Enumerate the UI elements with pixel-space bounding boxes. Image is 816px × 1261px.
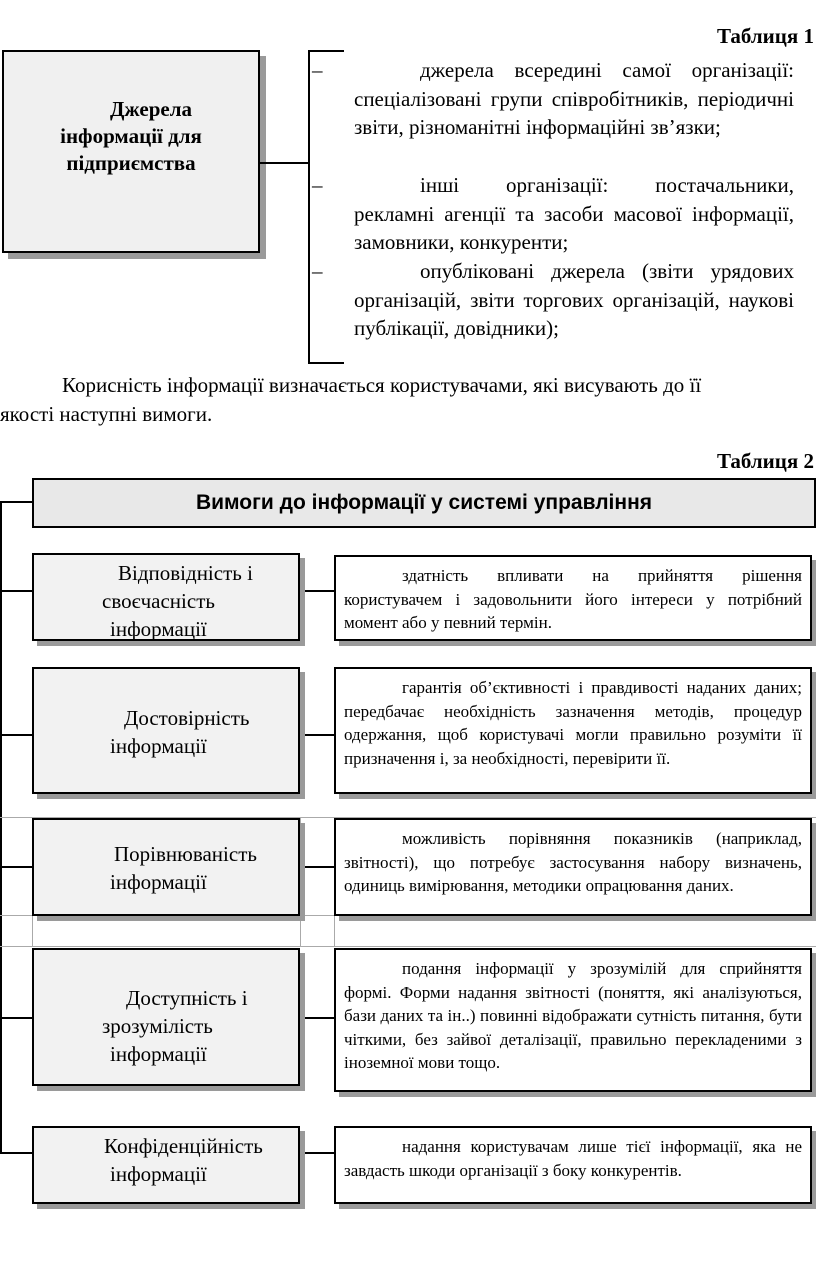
trunk-branch [0, 1152, 32, 1154]
source-item [312, 257, 794, 343]
table1-label: Таблиця 1 [716, 24, 814, 48]
trunk-top [0, 501, 32, 503]
row-connector [300, 1017, 334, 1019]
requirement-line: інформації [110, 1042, 207, 1066]
source-title-line: інформації для [60, 124, 202, 148]
requirements-header-text: Вимоги до інформації у системі управління [195, 491, 653, 514]
requirement-description [334, 948, 812, 1092]
requirement-line: інформації [110, 734, 207, 758]
requirement-box [32, 818, 300, 916]
trunk-branch [0, 734, 32, 736]
source-title-line: підприємства [66, 151, 196, 175]
source-title-line: Джерела [109, 97, 192, 121]
requirement-line: Доступність і [126, 986, 248, 1010]
requirement-box [32, 1126, 300, 1204]
item-bullet: – [312, 58, 323, 82]
table2-label: Таблиця 2 [716, 449, 814, 473]
trunk-branch [0, 866, 32, 868]
grid-line [0, 946, 816, 947]
item-text: інші організації: постачальники, рекламні агенції та засоби масової інформації, замовники, конкуренти; [354, 173, 794, 254]
source-item [312, 56, 794, 142]
row-connector [300, 866, 334, 868]
requirement-line: Порівнюваність [114, 842, 257, 866]
description-text: гарантія об’єктивності і правдивості наданих даних; передбачає необхідність зазначення методів, процедур одержання, щоб користувачі могли правильно розуміти її призначення і, за необхідності, перевірити її. [344, 678, 802, 768]
requirement-line: своєчасність [102, 589, 215, 613]
item-bullet: – [312, 173, 323, 197]
item-text: опубліковані джерела (звіти урядових організацій, звіти торгових організацій, наукові публікації, довідники); [354, 259, 794, 340]
description-text: подання інформації у зрозумілій для сприйняття формі. Форми надання звітності (поняття, які аналізуються, бази даних та ін..) повинні відображати сутність питання, бути чіткими, без зайвої деталізації, правильно перекладеними з іноземної мови тощо. [344, 959, 802, 1072]
description-text: можливість порівняння показників (наприклад, звітності), що потребує застосування набору визначень, одиниць вимірювання, методики опрацювання даних. [344, 829, 802, 895]
grid-line [300, 817, 301, 946]
connector-line [260, 162, 310, 164]
source-item [312, 171, 794, 257]
description-text: надання користувачам лише тієї інформації, яка не завдасть шкоди організації з боку конкурентів. [344, 1137, 802, 1180]
source-title [4, 96, 258, 177]
requirement-line: інформації [110, 617, 207, 641]
source-box [2, 50, 260, 253]
requirement-line: зрозумілість [102, 1014, 213, 1038]
requirement-description [334, 818, 812, 916]
trunk-branch [0, 1017, 32, 1019]
requirement-line: інформації [110, 870, 207, 894]
row-connector [300, 590, 334, 592]
requirement-line: Достовірність [124, 706, 250, 730]
row-connector [300, 734, 334, 736]
row-connector [300, 1152, 334, 1154]
requirement-description [334, 555, 812, 641]
requirement-line: інформації [110, 1162, 207, 1186]
trunk-branch [0, 590, 32, 592]
item-bullet: – [312, 259, 323, 283]
requirement-box [32, 667, 300, 794]
requirement-box [32, 553, 300, 641]
paragraph-line: Корисність інформації визначається користувачами, які висувають до її [62, 373, 702, 397]
paragraph-line: якості наступні вимоги. [0, 402, 213, 426]
requirement-line: Конфіденційність [104, 1134, 263, 1158]
trunk-line [0, 501, 2, 1154]
bracket-top [308, 50, 344, 52]
requirement-box [32, 948, 300, 1086]
bracket-bottom [308, 362, 344, 364]
requirement-description [334, 1126, 812, 1204]
requirement-description [334, 667, 812, 794]
item-text: джерела всередині самої організації: спеціалізовані групи співробітників, періодичні звіти, різноманітні інформаційні зв’язки; [354, 58, 794, 139]
requirements-header [32, 478, 816, 528]
requirement-line: Відповідність і [118, 561, 253, 585]
description-text: здатність впливати на прийняття рішення користувачем і задовольнити його інтереси у потрібний момент або у певний термін. [344, 566, 802, 632]
bracket-line [308, 50, 310, 364]
